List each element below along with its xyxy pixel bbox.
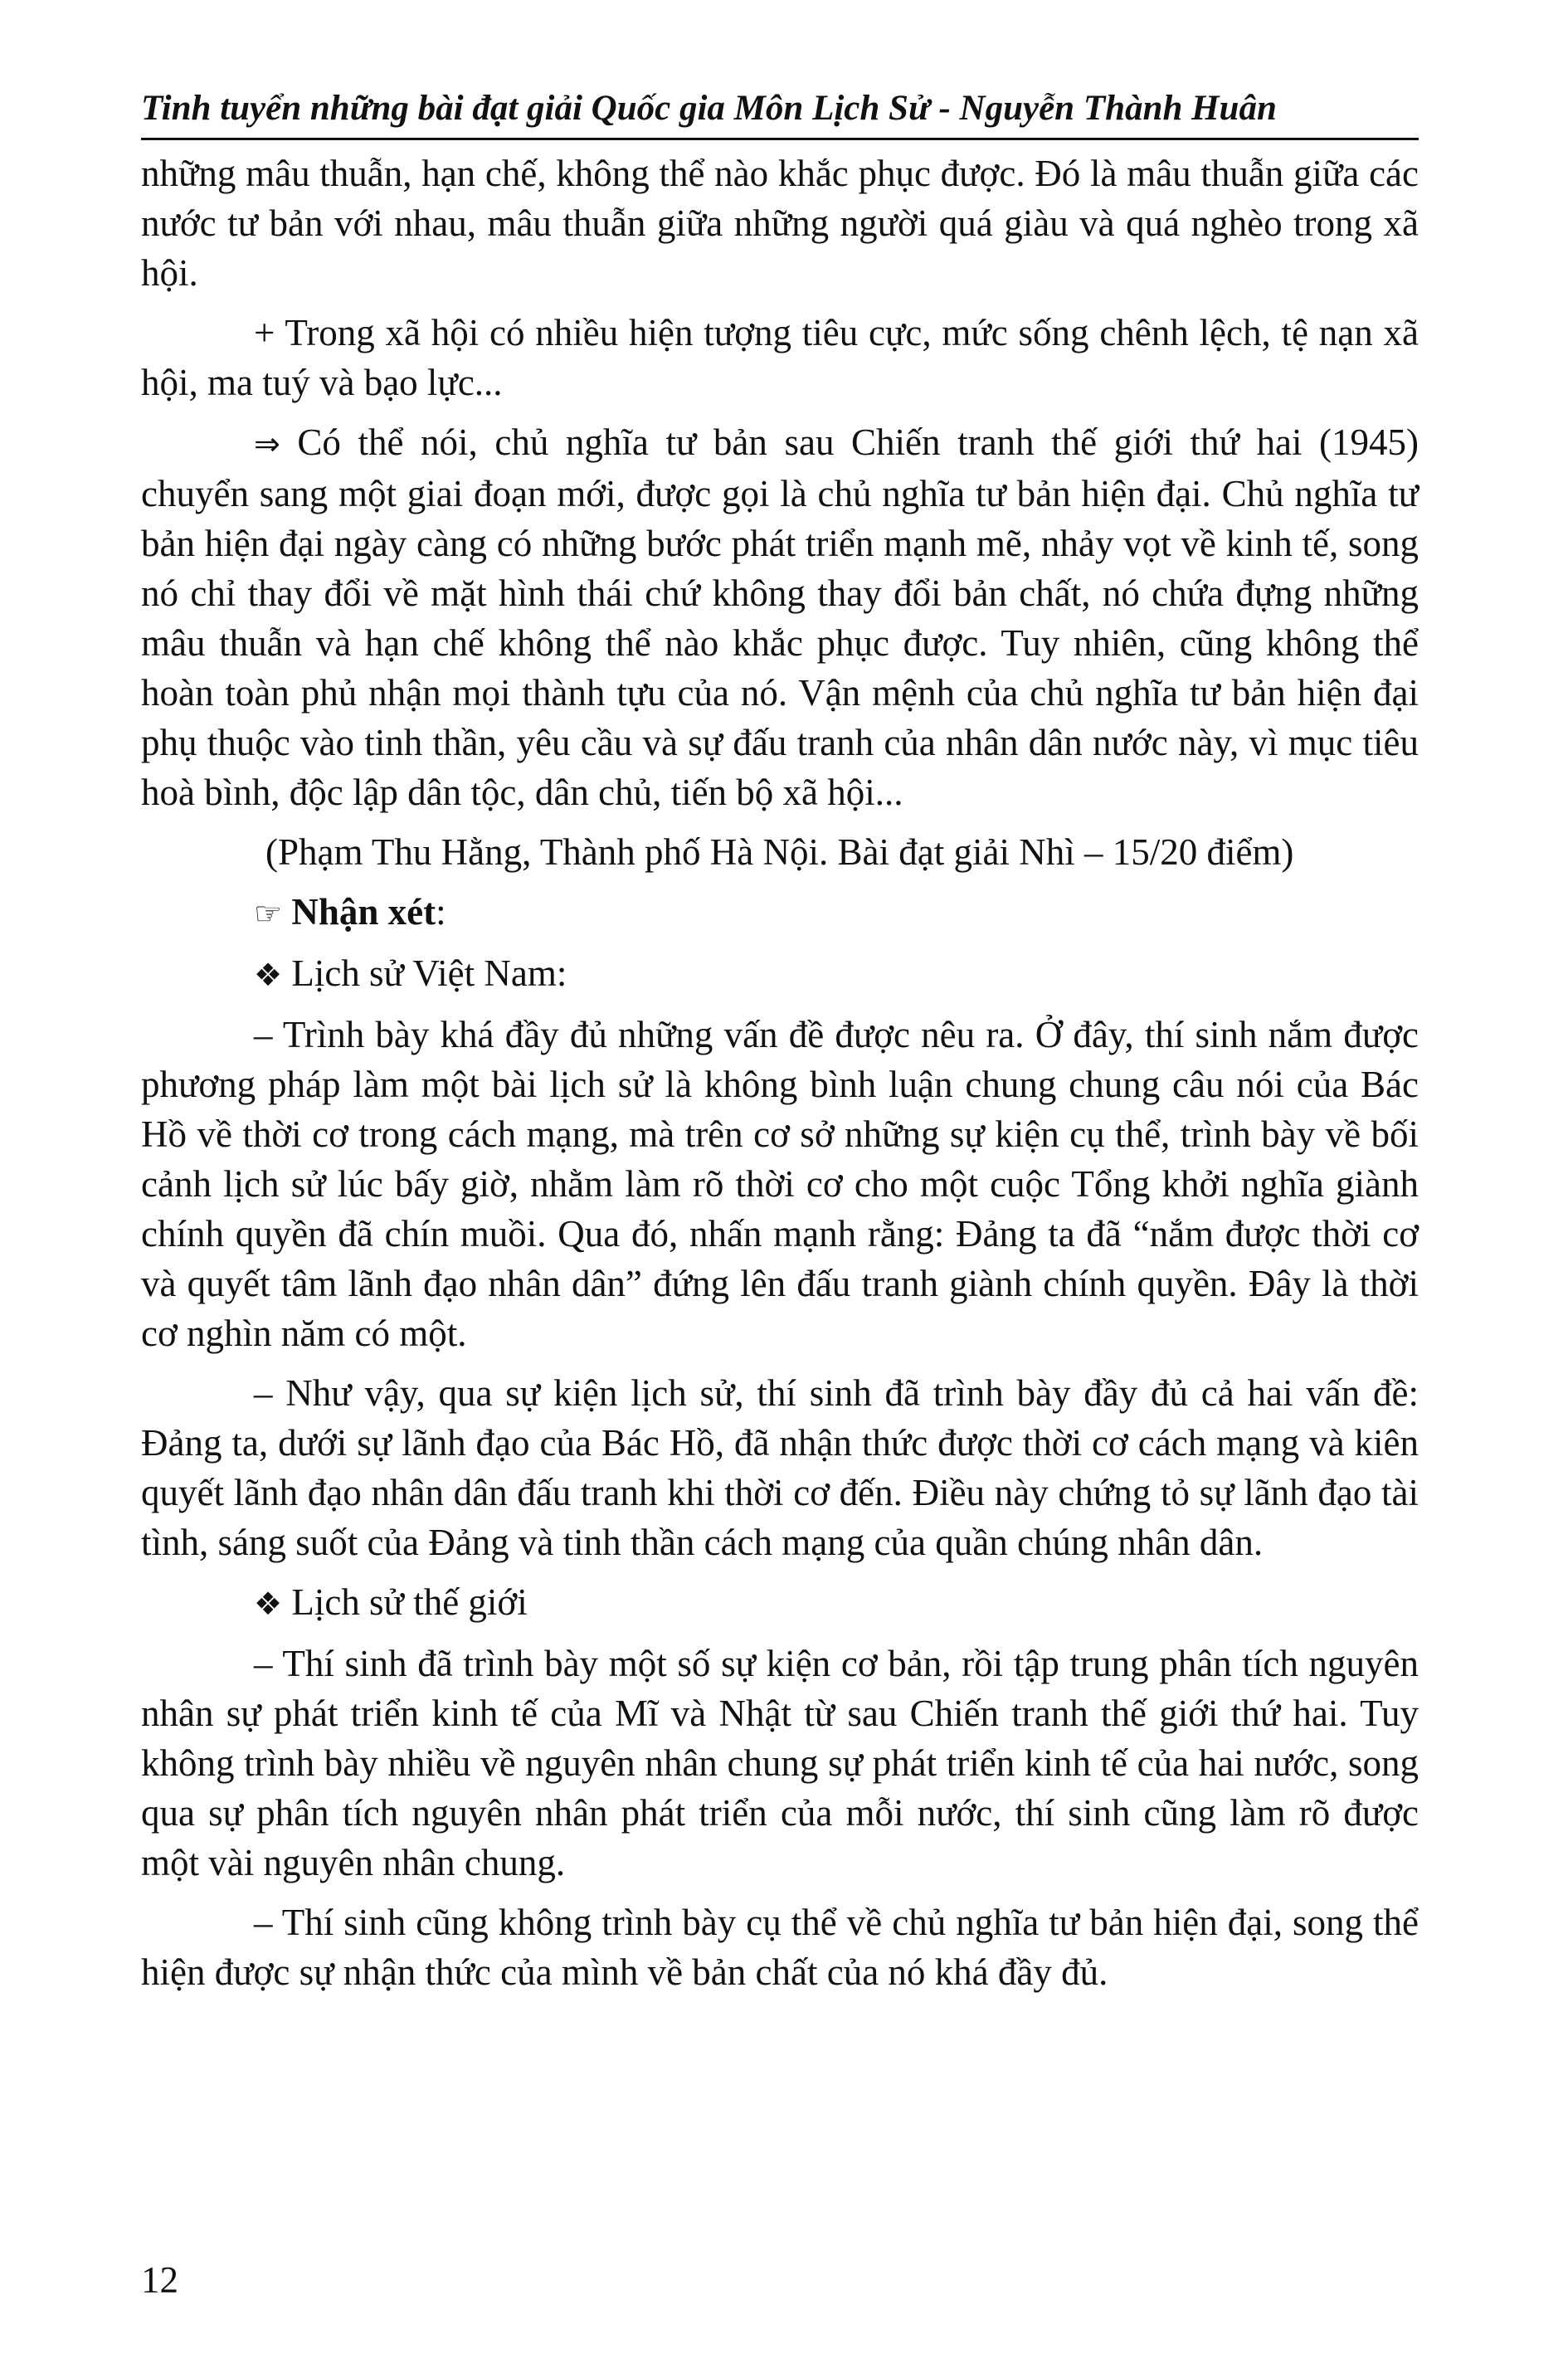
section-heading-vietnam-history [141, 948, 1419, 1000]
paragraph-conclusion [141, 417, 1419, 817]
body-text [141, 149, 1419, 1997]
paragraph-world-1: – Thí sinh đã trình bày một số sự kiện cơ bản, rồi tập trung phân tích nguyên nhân sự phát triển kinh tế của Mĩ và Nhật từ sau Chiến tranh thế giới thứ hai. Tuy không trình bày nhiều về nguyên nhân chung sự phát triển kinh tế của hai nước, song qua sự phân tích nguyên nhân phát triển của mỗi nước, thí sinh cũng làm rõ được một vài nguyên nhân chung. [141, 1643, 1419, 1883]
diamond-bullet-icon: ❖ [254, 957, 283, 993]
implies-arrow-icon: ⇒ [254, 426, 280, 462]
paragraph-social-issues: + Trong xã hội có nhiều hiện tượng tiêu cực, mức sống chênh lệch, tệ nạn xã hội, ma tuý và bạo lực... [141, 312, 1419, 403]
pointing-hand-icon: ☞ [254, 895, 283, 932]
paragraph-world-2: – Thí sinh cũng không trình bày cụ thể về chủ nghĩa tư bản hiện đại, song thể hiện được sự nhận thức của mình về bản chất của nó khá đầy đủ. [141, 1902, 1419, 1993]
review-heading-colon: : [436, 891, 446, 933]
document-page [141, 83, 1419, 2323]
section-title: Lịch sử thế giới [291, 1581, 528, 1623]
paragraph-continuation: những mâu thuẫn, hạn chế, không thể nào khắc phục được. Đó là mâu thuẫn giữa các nước tư bản với nhau, mâu thuẫn giữa những người quá giàu và quá nghèo trong xã hội. [141, 153, 1419, 294]
review-heading [141, 887, 1419, 938]
section-title: Lịch sử Việt Nam: [291, 952, 567, 994]
author-citation: (Phạm Thu Hằng, Thành phố Hà Nội. Bài đạt giải Nhì – 15/20 điểm) [265, 831, 1294, 873]
page-number: 12 [141, 2259, 178, 2301]
diamond-bullet-icon: ❖ [254, 1586, 283, 1622]
section-heading-world-history [141, 1577, 1419, 1629]
review-heading-label: Nhận xét [291, 891, 436, 933]
conclusion-text: Có thể nói, chủ nghĩa tư bản sau Chiến tranh thế giới thứ hai (1945) chuyển sang một giai đoạn mới, được gọi là chủ nghĩa tư bản hiện đại. Chủ nghĩa tư bản hiện đại ngày càng có những bước phát triển mạnh mẽ, nhảy vọt về kinh tế, song nó chỉ thay đổi về mặt hình thái chứ không thay đổi bản chất, nó chứa đựng những mâu thuẫn và hạn chế không thể nào khắc phục được. Tuy nhiên, cũng không thể hoàn toàn phủ nhận mọi thành tựu của nó. Vận mệnh của chủ nghĩa tư bản hiện đại phụ thuộc vào tinh thần, yêu cầu và sự đấu tranh của nhân dân nước này, vì mục tiêu hoà bình, độc lập dân tộc, dân chủ, tiến bộ xã hội... [141, 421, 1419, 813]
running-header: Tinh tuyển những bài đạt giải Quốc gia Môn Lịch Sử - Nguyễn Thành Huân [141, 83, 1419, 140]
paragraph-vietnam-1: – Trình bày khá đầy đủ những vấn đề được nêu ra. Ở đây, thí sinh nắm được phương pháp làm một bài lịch sử là không bình luận chung chung câu nói của Bác Hồ về thời cơ trong cách mạng, mà trên cơ sở những sự kiện cụ thể, trình bày về bối cảnh lịch sử lúc bấy giờ, nhằm làm rõ thời cơ cho một cuộc Tổng khởi nghĩa giành chính quyền đã chín muồi. Qua đó, nhấn mạnh rằng: Đảng ta đã “nắm được thời cơ và quyết tâm lãnh đạo nhân dân” đứng lên đấu tranh giành chính quyền. Đây là thời cơ nghìn năm có một. [141, 1014, 1419, 1354]
paragraph-vietnam-2: – Như vậy, qua sự kiện lịch sử, thí sinh đã trình bày đầy đủ cả hai vấn đề: Đảng ta, dưới sự lãnh đạo của Bác Hồ, đã nhận thức được thời cơ cách mạng và kiên quyết lãnh đạo nhân dân đấu tranh khi thời cơ đến. Điều này chứng tỏ sự lãnh đạo tài tình, sáng suốt của Đảng và tinh thần cách mạng của quần chúng nhân dân. [141, 1372, 1419, 1563]
